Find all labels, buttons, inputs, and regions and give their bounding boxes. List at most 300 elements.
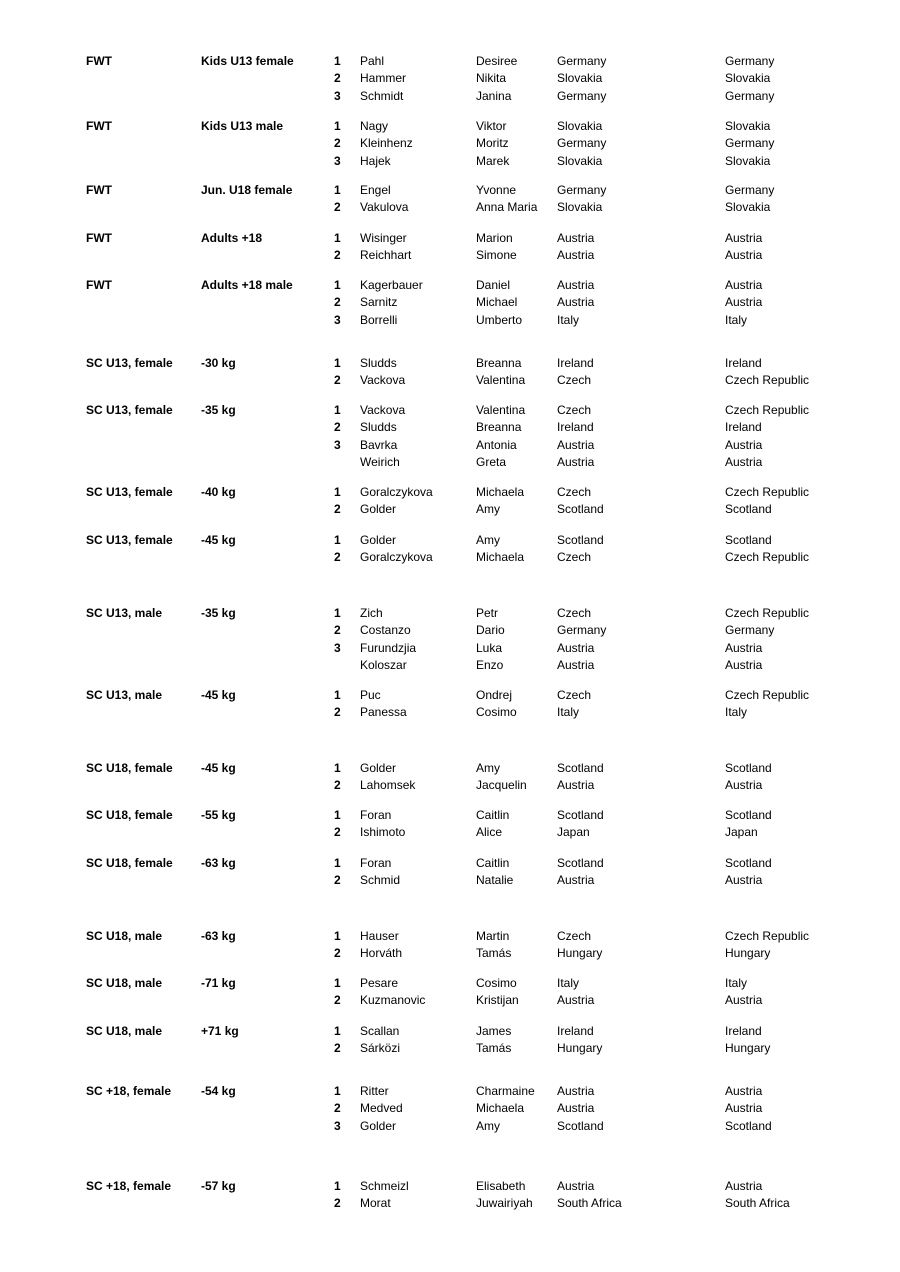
result-row	[0, 777, 900, 794]
nation: Austria	[557, 1084, 595, 1098]
result-group	[0, 484, 900, 519]
nation: Scotland	[557, 1118, 604, 1133]
nation: Germany	[557, 183, 607, 197]
rank: 2	[334, 136, 341, 151]
rank: 3	[334, 1118, 341, 1133]
first-name: Amy	[476, 761, 500, 775]
rank: 1	[334, 808, 341, 822]
first-name: Juwairiyah	[476, 1196, 533, 1211]
rank: 2	[334, 420, 341, 435]
first-name: Daniel	[476, 278, 511, 292]
first-name: Tamás	[476, 946, 512, 961]
last-name: Medved	[360, 1101, 403, 1116]
first-name: Caitlin	[476, 808, 510, 822]
event-category: Kids U13 female	[201, 54, 294, 68]
result-row	[0, 247, 900, 264]
event-type: SC U13, female	[86, 485, 173, 499]
rank: 2	[334, 623, 341, 638]
nation: Germany	[557, 88, 607, 103]
result-row	[0, 199, 900, 216]
event-category: -35 kg	[201, 403, 236, 417]
rank: 2	[334, 373, 341, 388]
first-name: Petr	[476, 606, 499, 620]
first-name: Desiree	[476, 54, 518, 68]
first-name: Kristijan	[476, 993, 519, 1008]
result-group	[0, 532, 900, 567]
last-name: Kleinhenz	[360, 136, 413, 151]
country: Austria	[725, 657, 763, 672]
event-type: SC U18, male	[86, 929, 163, 943]
nation: Italy	[557, 312, 580, 327]
result-row	[0, 419, 900, 436]
nation: Germany	[557, 136, 607, 151]
last-name: Goralczykova	[360, 485, 433, 499]
result-group	[0, 182, 900, 217]
result-row	[0, 135, 900, 152]
first-name: Martin	[476, 929, 510, 943]
result-row	[0, 640, 900, 657]
result-group	[0, 928, 900, 963]
rank: 1	[334, 278, 341, 292]
event-category: -63 kg	[201, 856, 236, 870]
result-row	[0, 928, 900, 945]
last-name: Pesare	[360, 976, 399, 990]
nation: Ireland	[557, 420, 594, 435]
country: Czech Republic	[725, 485, 810, 499]
first-name: Marek	[476, 153, 510, 168]
nation: Hungary	[557, 1041, 603, 1056]
result-row	[0, 1118, 900, 1135]
rank: 2	[334, 778, 341, 793]
rank: 2	[334, 200, 341, 215]
result-group	[0, 687, 900, 722]
result-row	[0, 230, 900, 247]
country: Germany	[725, 183, 775, 197]
last-name: Morat	[360, 1196, 391, 1211]
last-name: Hauser	[360, 929, 399, 943]
country: Austria	[725, 437, 763, 452]
event-type: FWT	[86, 278, 112, 292]
last-name: Zich	[360, 606, 383, 620]
last-name: Pahl	[360, 54, 385, 68]
rank: 1	[334, 533, 341, 547]
result-group	[0, 855, 900, 890]
nation: South Africa	[557, 1196, 622, 1211]
first-name: Ondrej	[476, 688, 513, 702]
nation: Czech	[557, 403, 592, 417]
event-type: FWT	[86, 54, 112, 68]
nation: Slovakia	[557, 119, 603, 133]
first-name: Umberto	[476, 312, 523, 327]
event-category: Adults +18 male	[201, 278, 293, 292]
rank: 2	[334, 295, 341, 310]
result-row	[0, 549, 900, 566]
result-row	[0, 872, 900, 889]
nation: Austria	[557, 1101, 595, 1116]
last-name: Goralczykova	[360, 550, 433, 565]
country: Austria	[725, 993, 763, 1008]
first-name: Amy	[476, 533, 500, 547]
first-name: Michaela	[476, 485, 525, 499]
country: Scotland	[725, 856, 772, 870]
country: Italy	[725, 976, 748, 990]
result-group	[0, 402, 900, 471]
last-name: Sárközi	[360, 1041, 401, 1056]
country: Scotland	[725, 808, 772, 822]
rank: 2	[334, 993, 341, 1008]
result-group	[0, 1023, 900, 1058]
first-name: Alice	[476, 825, 503, 840]
event-category: -71 kg	[201, 976, 236, 990]
country: Italy	[725, 312, 748, 327]
last-name: Sludds	[360, 356, 397, 370]
country: Czech Republic	[725, 929, 810, 943]
last-name: Schmidt	[360, 88, 404, 103]
first-name: Enzo	[476, 657, 504, 672]
country: Austria	[725, 873, 763, 888]
country: South Africa	[725, 1196, 790, 1211]
result-group	[0, 807, 900, 842]
result-group	[0, 760, 900, 795]
result-row	[0, 1040, 900, 1057]
rank: 1	[334, 231, 341, 245]
last-name: Vakulova	[360, 200, 409, 215]
first-name: Amy	[476, 502, 500, 517]
rank: 2	[334, 705, 341, 720]
nation: Scotland	[557, 856, 604, 870]
first-name: Tamás	[476, 1041, 512, 1056]
last-name: Foran	[360, 808, 392, 822]
last-name: Schmid	[360, 873, 401, 888]
event-type: SC U13, female	[86, 403, 173, 417]
event-type: FWT	[86, 183, 112, 197]
last-name: Horváth	[360, 946, 403, 961]
event-type: SC U18, male	[86, 1024, 163, 1038]
country: Austria	[725, 1084, 763, 1098]
nation: Czech	[557, 373, 592, 388]
first-name: Cosimo	[476, 976, 517, 990]
first-name: Amy	[476, 1118, 500, 1133]
country: Hungary	[725, 946, 771, 961]
rank: 2	[334, 502, 341, 517]
country: Austria	[725, 231, 763, 245]
result-row	[0, 760, 900, 777]
rank: 3	[334, 88, 341, 103]
country: Germany	[725, 623, 775, 638]
event-category: -45 kg	[201, 688, 236, 702]
nation: Scotland	[557, 502, 604, 517]
rank: 1	[334, 183, 341, 197]
first-name: Anna Maria	[476, 200, 538, 215]
result-row	[0, 294, 900, 311]
event-category: Adults +18	[201, 231, 263, 245]
event-category: -45 kg	[201, 761, 236, 775]
result-row	[0, 182, 900, 199]
last-name: Engel	[360, 183, 391, 197]
result-row	[0, 622, 900, 639]
last-name: Golder	[360, 761, 397, 775]
result-row	[0, 312, 900, 329]
nation: Italy	[557, 705, 580, 720]
last-name: Ishimoto	[360, 825, 406, 840]
last-name: Vackova	[360, 403, 406, 417]
country: Ireland	[725, 420, 762, 435]
rank: 2	[334, 873, 341, 888]
first-name: Greta	[476, 454, 507, 469]
result-row	[0, 824, 900, 841]
rank: 1	[334, 54, 341, 68]
first-name: Charmaine	[476, 1084, 535, 1098]
last-name: Hajek	[360, 153, 391, 168]
rank: 3	[334, 312, 341, 327]
country: Japan	[725, 825, 758, 840]
nation: Germany	[557, 54, 607, 68]
rank: 1	[334, 761, 341, 775]
result-row	[0, 1178, 900, 1195]
event-category: -45 kg	[201, 533, 236, 547]
first-name: Natalie	[476, 873, 514, 888]
nation: Czech	[557, 550, 592, 565]
nation: Austria	[557, 278, 595, 292]
first-name: Luka	[476, 640, 503, 655]
result-row	[0, 1100, 900, 1117]
rank: 2	[334, 1041, 341, 1056]
rank: 2	[334, 825, 341, 840]
first-name: Michael	[476, 295, 518, 310]
nation: Czech	[557, 485, 592, 499]
nation: Austria	[557, 778, 595, 793]
event-category: -63 kg	[201, 929, 236, 943]
nation: Austria	[557, 454, 595, 469]
country: Ireland	[725, 1024, 762, 1038]
last-name: Weirich	[360, 454, 400, 469]
last-name: Scallan	[360, 1024, 400, 1038]
rank: 1	[334, 403, 341, 417]
country: Slovakia	[725, 153, 771, 168]
country: Czech Republic	[725, 688, 810, 702]
rank: 3	[334, 640, 341, 655]
nation: Austria	[557, 1179, 595, 1193]
event-type: SC +18, female	[86, 1084, 172, 1098]
event-type: SC U13, male	[86, 688, 163, 702]
event-category: -30 kg	[201, 356, 236, 370]
last-name: Golder	[360, 502, 397, 517]
result-group	[0, 118, 900, 170]
first-name: Michaela	[476, 1101, 525, 1116]
rank: 1	[334, 929, 341, 943]
result-row	[0, 118, 900, 135]
nation: Czech	[557, 688, 592, 702]
country: Czech Republic	[725, 550, 810, 565]
nation: Austria	[557, 873, 595, 888]
country: Austria	[725, 295, 763, 310]
country: Slovakia	[725, 71, 771, 86]
event-category: -55 kg	[201, 808, 236, 822]
last-name: Kuzmanovic	[360, 993, 426, 1008]
event-type: FWT	[86, 119, 112, 133]
result-row	[0, 1023, 900, 1040]
result-row	[0, 945, 900, 962]
country: Hungary	[725, 1041, 771, 1056]
country: Germany	[725, 136, 775, 151]
result-group	[0, 1083, 900, 1135]
last-name: Sludds	[360, 420, 397, 435]
result-row	[0, 501, 900, 518]
last-name: Puc	[360, 688, 381, 702]
rank: 1	[334, 976, 341, 990]
result-row	[0, 153, 900, 170]
first-name: Nikita	[476, 71, 507, 86]
first-name: Elisabeth	[476, 1179, 526, 1193]
result-group	[0, 605, 900, 674]
rank: 2	[334, 550, 341, 565]
first-name: Marion	[476, 231, 513, 245]
rank: 1	[334, 119, 341, 133]
nation: Czech	[557, 606, 592, 620]
event-type: SC U13, female	[86, 533, 173, 547]
country: Scotland	[725, 761, 772, 775]
rank: 3	[334, 153, 341, 168]
country: Scotland	[725, 533, 772, 547]
last-name: Golder	[360, 533, 397, 547]
event-type: SC U13, male	[86, 606, 163, 620]
result-row	[0, 807, 900, 824]
result-row	[0, 402, 900, 419]
first-name: Antonia	[476, 437, 517, 452]
nation: Hungary	[557, 946, 603, 961]
nation: Austria	[557, 657, 595, 672]
rank: 2	[334, 71, 341, 86]
country: Austria	[725, 454, 763, 469]
result-group	[0, 1178, 900, 1213]
nation: Slovakia	[557, 200, 603, 215]
nation: Austria	[557, 295, 595, 310]
first-name: Cosimo	[476, 705, 517, 720]
country: Czech Republic	[725, 403, 810, 417]
rank: 1	[334, 1179, 341, 1193]
last-name: Bavrka	[360, 437, 398, 452]
last-name: Schmeizl	[360, 1179, 409, 1193]
result-row	[0, 975, 900, 992]
last-name: Lahomsek	[360, 778, 416, 793]
first-name: Caitlin	[476, 856, 510, 870]
event-category: -40 kg	[201, 485, 236, 499]
country: Slovakia	[725, 119, 771, 133]
last-name: Reichhart	[360, 248, 412, 263]
nation: Slovakia	[557, 71, 603, 86]
event-type: SC U18, female	[86, 856, 173, 870]
event-type: FWT	[86, 231, 112, 245]
result-row	[0, 992, 900, 1009]
last-name: Borrelli	[360, 312, 398, 327]
result-row	[0, 372, 900, 389]
result-group	[0, 975, 900, 1010]
country: Ireland	[725, 356, 762, 370]
result-row	[0, 437, 900, 454]
country: Germany	[725, 88, 775, 103]
rank: 2	[334, 946, 341, 961]
country: Austria	[725, 1101, 763, 1116]
last-name: Vackova	[360, 373, 406, 388]
nation: Scotland	[557, 808, 604, 822]
event-type: SC U18, male	[86, 976, 163, 990]
rank: 1	[334, 856, 341, 870]
rank: 1	[334, 1084, 341, 1098]
last-name: Koloszar	[360, 657, 407, 672]
country: Scotland	[725, 1118, 772, 1133]
result-group	[0, 230, 900, 265]
event-category: +71 kg	[201, 1024, 239, 1038]
nation: Ireland	[557, 356, 594, 370]
event-type: SC +18, female	[86, 1179, 172, 1193]
nation: Slovakia	[557, 153, 603, 168]
event-category: -54 kg	[201, 1084, 236, 1098]
event-category: Jun. U18 female	[201, 183, 293, 197]
country: Scotland	[725, 502, 772, 517]
rank: 1	[334, 688, 341, 702]
event-type: SC U18, female	[86, 761, 173, 775]
result-group	[0, 355, 900, 390]
rank: 2	[334, 248, 341, 263]
result-row	[0, 70, 900, 87]
nation: Austria	[557, 640, 595, 655]
result-row	[0, 1195, 900, 1212]
result-row	[0, 605, 900, 622]
country: Austria	[725, 778, 763, 793]
nation: Austria	[557, 437, 595, 452]
result-row	[0, 355, 900, 372]
last-name: Furundzjia	[360, 640, 417, 655]
country: Austria	[725, 278, 763, 292]
country: Austria	[725, 248, 763, 263]
country: Germany	[725, 54, 775, 68]
rank: 1	[334, 356, 341, 370]
rank: 1	[334, 606, 341, 620]
result-row	[0, 53, 900, 70]
first-name: James	[476, 1024, 512, 1038]
country: Czech Republic	[725, 373, 810, 388]
rank: 2	[334, 1196, 341, 1211]
first-name: Janina	[476, 88, 512, 103]
country: Austria	[725, 640, 763, 655]
result-row	[0, 88, 900, 105]
result-row	[0, 704, 900, 721]
result-row	[0, 657, 900, 674]
last-name: Ritter	[360, 1084, 389, 1098]
last-name: Panessa	[360, 705, 407, 720]
nation: Scotland	[557, 533, 604, 547]
first-name: Breanna	[476, 356, 522, 370]
country: Czech Republic	[725, 606, 810, 620]
country: Austria	[725, 1179, 763, 1193]
last-name: Foran	[360, 856, 392, 870]
result-row	[0, 484, 900, 501]
nation: Ireland	[557, 1024, 594, 1038]
country: Italy	[725, 705, 748, 720]
rank: 1	[334, 485, 341, 499]
event-category: -35 kg	[201, 606, 236, 620]
last-name: Kagerbauer	[360, 278, 423, 292]
rank: 3	[334, 437, 341, 452]
event-category: Kids U13 male	[201, 119, 284, 133]
first-name: Yvonne	[476, 183, 517, 197]
nation: Czech	[557, 929, 592, 943]
result-row	[0, 687, 900, 704]
result-row	[0, 855, 900, 872]
nation: Germany	[557, 623, 607, 638]
last-name: Nagy	[360, 119, 389, 133]
last-name: Golder	[360, 1118, 397, 1133]
